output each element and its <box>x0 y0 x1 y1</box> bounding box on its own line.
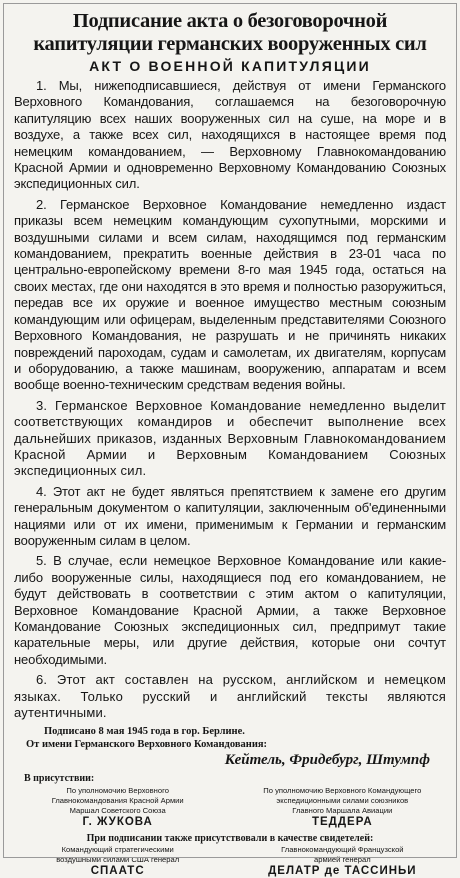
paragraph-2: 2. Германское Верховное Командование немедленно издаст приказы всем немецким командующим сухопутными, морскими и воздушными силами и всем силам, находящимся под германским командованием, прекратить военные действия в 23-01 часа по центрально-европейскому времени 8-го мая 1945 года, остаться на своих местах, где они находятся в это время и полностью разоружиться, передав все их оружие и военное имущество местным союзным командующим или офицерам, выделенным представителями Союзного Верховного Командования, не разрушать и не причинять никаких повреждений пароходам, судам и самолетам, их двигателям, корпусам и оборудованию, а также машинам, вооружению, аппаратам и всем вообще военно-техническим средствам ведения войны. <box>14 196 446 393</box>
us-witness-line-1: Командующий стратегическими <box>61 845 174 855</box>
us-witness-line-2: воздушными силами США генерал <box>56 854 180 864</box>
allied-signer-name: ТЕДДЕРА <box>311 816 373 829</box>
french-witness-line-2: армией генерал <box>314 854 371 864</box>
allied-authority-line-2: экспедиционными силами союзников <box>276 796 409 806</box>
german-signers: Кейтель, Фридебург, Штумпф <box>224 752 430 769</box>
title-line-2: капитуляции германских вооруженных сил <box>33 33 427 55</box>
signing-behalf: От имени Германского Верховного Командования: <box>26 739 268 751</box>
paragraph-5: 5. В случае, если немецкое Верховное Командование или какие-либо вооруженные силы, находящиеся под его командованием, не будут действовать в соответствии с этим актом о капитуляции, Верховное Командование Красной Армии, а также Верховное Командование Союзных экспедиционных сил, предпримут такие карательные меры, или другие действия, которые они сочтут необходимыми. <box>14 553 446 667</box>
soviet-authority-line-1: По уполномочию Верховного <box>66 786 169 796</box>
soviet-signer-name: Г. ЖУКОВА <box>82 816 153 829</box>
paragraph-4: 4. Этот акт не будет являться препятствием к замене его другим генеральным документом о капитуляции, заключенным об'единенными нациями или от их имени, применимым к Германии и германским вооруженным силам в целом. <box>14 483 446 548</box>
page-border <box>3 3 457 858</box>
soviet-authority-line-2: Главнокомандования Красной Армии <box>51 796 184 806</box>
allied-authority-line-1: По уполномочию Верховного Командующего <box>263 786 422 796</box>
french-witness-line-1: Главнокомандующий Французской <box>281 845 404 855</box>
presence-label: В присутствии: <box>24 773 95 785</box>
french-witness-name: ДЕЛАТР де ТАССИНЬИ <box>268 865 417 878</box>
witness-label: При подписании также присутствовали в качестве свидетелей: <box>86 833 374 845</box>
title-line-1: Подписание акта о безоговорочной <box>72 10 388 32</box>
allied-rank: Главного Маршала Авиации <box>292 805 393 815</box>
act-heading: АКТ О ВОЕННОЙ КАПИТУЛЯЦИИ <box>89 58 371 74</box>
soviet-rank: Маршал Советского Союза <box>69 805 166 815</box>
paragraph-1: 1. Мы, нижеподписавшиеся, действуя от имени Германского Верховного Командования, соглашаемся на безоговорочную капитуляцию всех наших вооруженных сил на суше, на море и в воздухе, а также всех сил, находящихся в настоящее время под немецким командованием, — Верховному Главнокомандованию Красной Армии и одновременно Верховному Командованию Союзных экспедиционных сил. <box>14 78 446 192</box>
paragraph-3: 3. Германское Верховное Командование немедленно выделит соответствующих командиров и обеспечит выполнение всех дальнейших приказов, изданных Верховным Главнокомандованием Красной Армии и Верховным Командованием Союзных экспедиционных сил. <box>14 397 446 479</box>
us-witness-name: СПААТС <box>90 865 145 878</box>
paragraph-6: 6. Этот акт составлен на русском, английском и немецком языках. Только русский и английский тексты являются аутентичными. <box>14 672 446 721</box>
signing-place: Подписано 8 мая 1945 года в гор. Берлине. <box>44 726 245 738</box>
